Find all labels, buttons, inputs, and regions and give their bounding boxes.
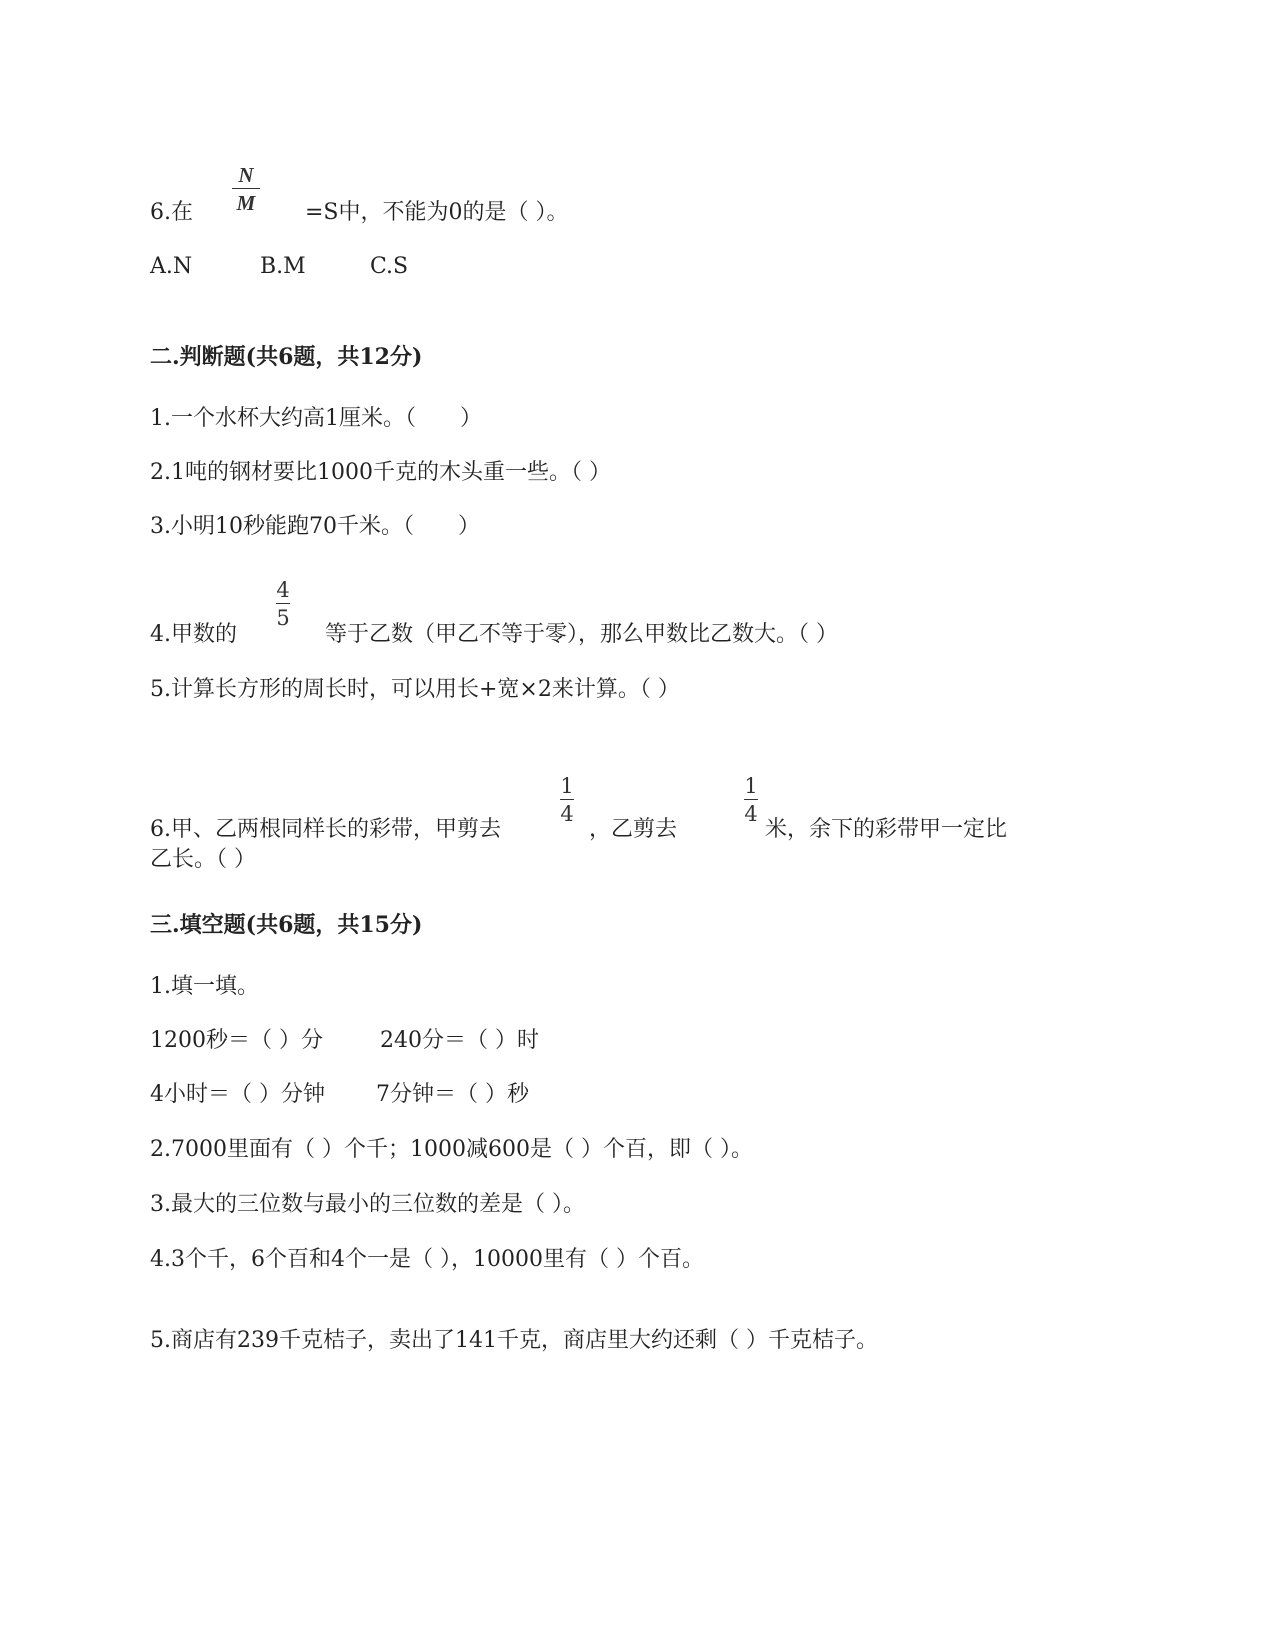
question-3-2: 2.7000里面有（ ）个千；1000减600是（ ）个百，即（ ）。 <box>150 1137 753 1162</box>
fraction-denominator: M <box>236 191 256 215</box>
question-2-6-line2: 乙长。（ ） <box>150 847 256 872</box>
question-3-1: 1.填一填。 <box>150 974 259 999</box>
question-2-1: 1.一个水杯大约高1厘米。（ ） <box>150 406 482 431</box>
blank-minutes-to-seconds: 7分钟＝（ ）秒 <box>376 1082 529 1107</box>
question-2-2: 2.1吨的钢材要比1000千克的木头重一些。（ ） <box>150 460 611 485</box>
question-2-5: 5.计算长方形的周长时，可以用长+宽×2来计算。（ ） <box>150 677 680 702</box>
question-2-3: 3.小明10秒能跑70千米。（ ） <box>150 514 480 539</box>
question-3-1-row1 <box>150 1027 539 1055</box>
question-suffix: 等于乙数（甲乙不等于零），那么甲数比乙数大。（ ） <box>325 622 838 647</box>
fraction-bar <box>232 188 260 189</box>
option-b: B.M <box>260 254 306 279</box>
fraction-numerator: N <box>238 163 254 187</box>
blank-minutes-to-hours: 240分＝（ ）时 <box>380 1028 539 1053</box>
blank-seconds-to-minutes: 1200秒＝（ ）分 <box>150 1028 323 1053</box>
question-part2: ，乙剪去 <box>589 817 678 842</box>
question-3-5: 5.商店有239千克桔子，卖出了141千克，商店里大约还剩（ ）千克桔子。 <box>150 1328 878 1353</box>
fraction-denominator: 4 <box>744 802 758 826</box>
fraction-denominator: 4 <box>560 802 574 826</box>
question-2-4 <box>150 621 838 649</box>
options-1-6 <box>150 253 408 281</box>
question-3-1-row2 <box>150 1081 529 1109</box>
fraction-bar <box>276 603 290 604</box>
option-c: C.S <box>370 254 409 279</box>
section-heading-judgment: 二.判断题(共6题，共12分) <box>150 344 423 370</box>
question-part3: 米，余下的彩带甲一定比 <box>765 817 1008 842</box>
section-heading-fill-blank: 三.填空题(共6题，共15分) <box>150 912 423 938</box>
fraction-bar <box>560 799 574 800</box>
fraction-numerator: 1 <box>560 774 574 798</box>
question-part1: 6.甲、乙两根同样长的彩带，甲剪去 <box>150 817 501 842</box>
question-3-4: 4.3个千，6个百和4个一是（ ），10000里有（ ）个百。 <box>150 1247 704 1272</box>
question-2-6 <box>150 816 1007 844</box>
option-a: A.N <box>150 254 193 279</box>
question-3-3: 3.最大的三位数与最小的三位数的差是（ ）。 <box>150 1192 585 1217</box>
question-prefix: 6.在 <box>150 200 193 225</box>
question-1-6 <box>150 199 569 227</box>
question-suffix: =S中，不能为0的是（ ）。 <box>305 200 569 225</box>
question-prefix: 4.甲数的 <box>150 622 237 647</box>
fraction-bar <box>744 799 758 800</box>
blank-hours-to-minutes: 4小时＝（ ）分钟 <box>150 1082 325 1107</box>
fraction-denominator: 5 <box>276 606 290 630</box>
fraction-numerator: 1 <box>744 774 758 798</box>
fraction-numerator: 4 <box>276 578 290 602</box>
